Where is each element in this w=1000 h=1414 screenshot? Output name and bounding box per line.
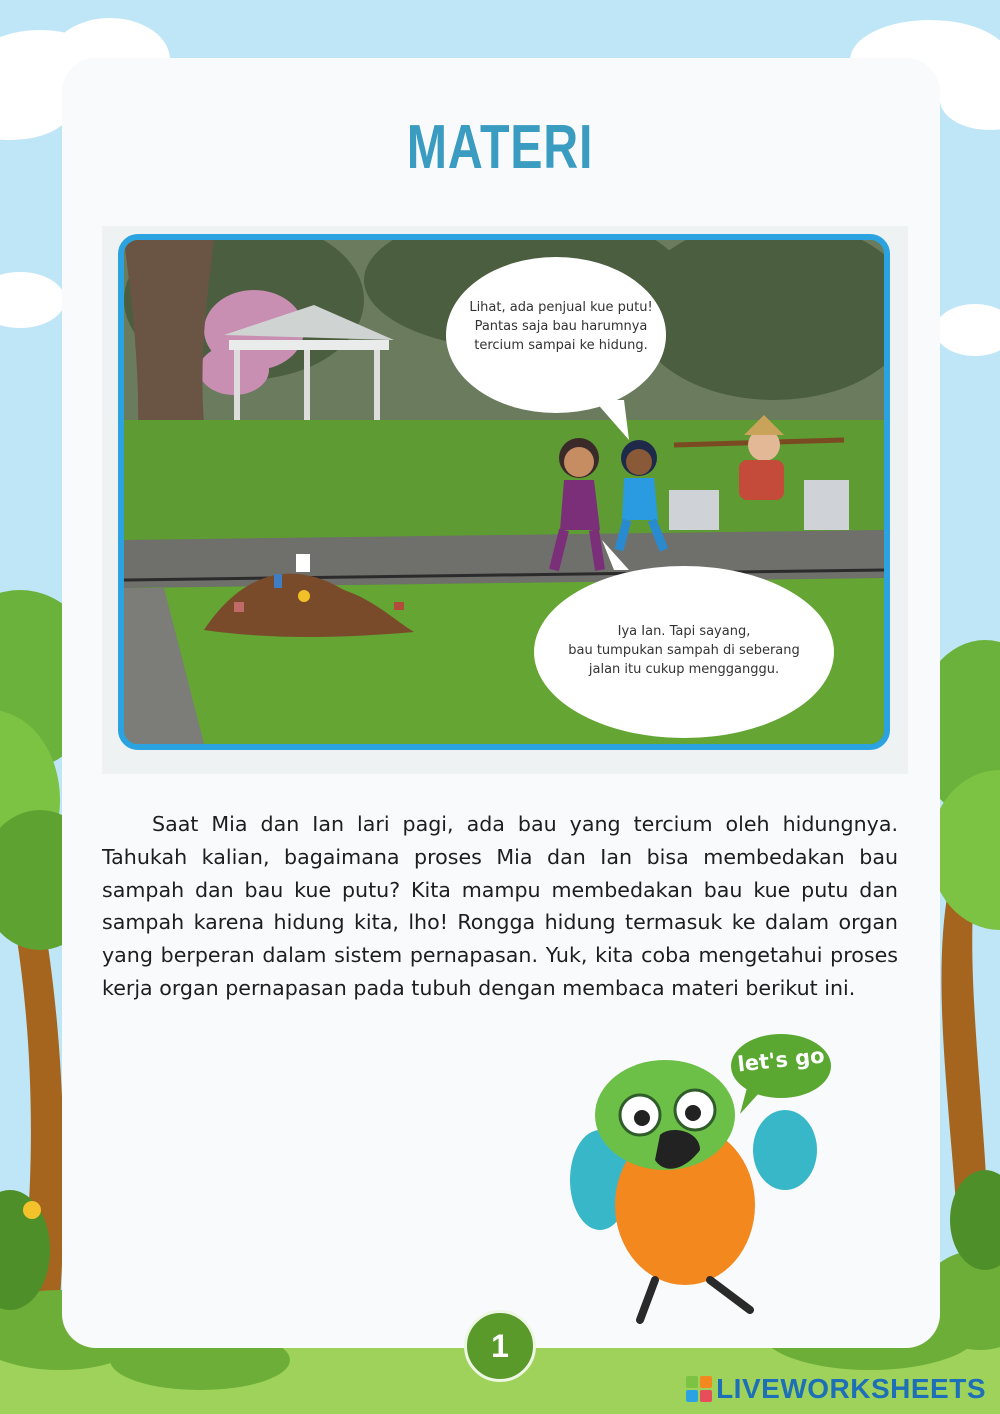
page-number-badge: 1 xyxy=(464,1310,536,1382)
park-illustration xyxy=(118,234,890,750)
speech-bubble-top xyxy=(436,298,686,355)
speech-bubble-bottom xyxy=(524,622,844,679)
liveworksheets-logo-icon xyxy=(686,1376,712,1402)
liveworksheets-wordmark: LIVEWORKSHEETS xyxy=(716,1373,986,1404)
flower-icon xyxy=(23,1201,41,1219)
bubble-top-line-3: tercium sampai ke hidung. xyxy=(474,338,648,353)
bubble-top-line-2: Pantas saja bau harumnya xyxy=(474,319,648,334)
bubble-bottom-line-2: bau tumpukan sampah di seberang xyxy=(568,643,800,658)
bubble-bottom-line-1: Iya Ian. Tapi sayang, xyxy=(617,624,751,639)
page-title: MATERI xyxy=(406,113,594,182)
materi-paragraph: Saat Mia dan Ian lari pagi, ada bau yang tercium oleh hidungnya. Tahukah kalian, bagaimana proses Mia dan Ian bisa membedakan bau sampah dan bau kue putu? Kita mampu membedakan bau kue putu dan sampah karena hidung kita, lho! Rongga hidung termasuk ke dalam organ yang berperan dalam sistem pernapasan. Yuk, kita coba mengetahui proses kerja organ pernapasan pada tubuh dengan membaca materi berikut ini. xyxy=(102,812,898,1000)
lets-go-label: let's go xyxy=(736,1043,826,1077)
bubble-bottom-line-3: jalan itu cukup mengganggu. xyxy=(588,662,780,677)
bubble-top-line-1: Lihat, ada penjual kue putu! xyxy=(469,300,653,315)
liveworksheets-brand[interactable] xyxy=(686,1372,986,1406)
